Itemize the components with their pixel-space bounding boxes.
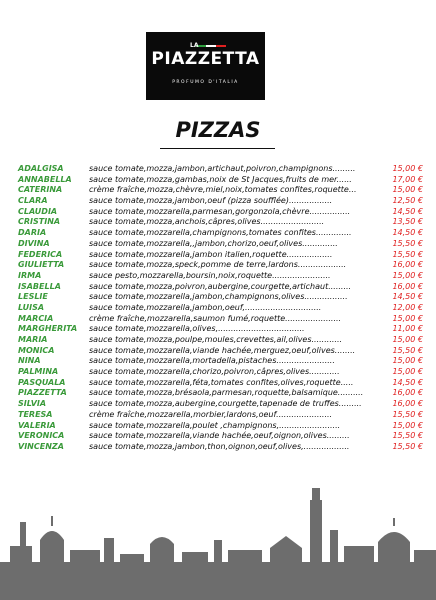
menu-row: [18, 228, 423, 239]
menu-row: [18, 399, 423, 410]
pizza-name: IRMA: [18, 270, 42, 280]
pizza-ingredients: sauce tomate,mozza,gambas,noix de St Jacques,fruits de mer......: [89, 174, 352, 184]
pizza-ingredients: sauce pesto,mozzarella,boursin,noix,roquette.......................: [89, 270, 331, 280]
pizza-price: 15,50 €: [392, 431, 423, 441]
pizza-name: DIVINA: [18, 238, 50, 248]
pizza-price: 15,00 €: [392, 164, 423, 173]
pizza-name: VERONICA: [18, 431, 65, 441]
pizza-name: ADALGISA: [18, 164, 64, 173]
pizza-price: 12,50 €: [392, 196, 423, 206]
pizza-ingredients: sauce tomate,mozzarella,mortadella,pistaches.......................: [89, 356, 335, 366]
pizza-ingredients: sauce tomate,mozza,jambon,thon,oignon,oeuf,olives,..................: [89, 441, 350, 451]
menu-row: [18, 196, 423, 207]
restaurant-logo: [146, 32, 265, 100]
pizza-name: PIAZZETTA: [18, 388, 67, 398]
logo-flag-white: [206, 45, 216, 47]
pizza-ingredients: sauce tomate,mozza,speck,pomme de terre,lardons...................: [89, 260, 347, 270]
pizza-price: 16,00 €: [392, 260, 423, 270]
pizza-name: CRISTINA: [18, 217, 61, 227]
menu-row: [18, 367, 423, 378]
logo-name: PIAZZETTA: [151, 49, 260, 69]
menu-row: [18, 164, 423, 175]
pizza-name: VALERIA: [18, 420, 56, 430]
menu-row: [18, 303, 423, 314]
pizza-name: MONICA: [18, 345, 55, 355]
menu-row: [18, 207, 423, 218]
pizza-price: 14,50 €: [392, 292, 423, 302]
menu-row: [18, 346, 423, 357]
pizza-ingredients: sauce tomate,mozzarella,jambon,champignons,olives.................: [89, 292, 348, 302]
pizza-price: 15,00 €: [392, 185, 423, 195]
pizza-name: SILVIA: [18, 399, 47, 409]
menu-row: [18, 250, 423, 261]
pizza-price: 16,00 €: [392, 399, 423, 409]
menu-row: [18, 335, 423, 346]
pizza-name: MARCIA: [18, 313, 54, 323]
menu-row: [18, 431, 423, 442]
pizza-price: 14,50 €: [392, 228, 423, 238]
menu-row: [18, 217, 423, 228]
pizza-ingredients: sauce tomate,mozzarella,champignons,tomates confites..............: [89, 228, 352, 238]
pizza-price: 15,00 €: [392, 313, 423, 323]
pizza-price: 17,00 €: [392, 174, 423, 184]
menu-row: [18, 442, 423, 453]
pizza-name: MARGHERITA: [18, 324, 78, 334]
pizza-ingredients: sauce tomate,mozzarella,jambon,oeuf,..............................: [89, 302, 322, 312]
pizza-name: CLARA: [18, 196, 48, 206]
menu-row: [18, 260, 423, 271]
pizza-price: 12,00 €: [392, 302, 423, 312]
menu-row: [18, 410, 423, 421]
pizza-ingredients: sauce tomate,mozzarella,olives,..................................: [89, 324, 305, 334]
pizza-name: ISABELLA: [18, 281, 61, 291]
pizza-price: 15,00 €: [392, 356, 423, 366]
pizza-price: 16,00 €: [392, 281, 423, 291]
menu-row: [18, 378, 423, 389]
pizza-price: 15,50 €: [392, 409, 423, 419]
pizza-price: 14,50 €: [392, 377, 423, 387]
pizza-ingredients: sauce tomate,mozza,brésaola,parmesan,roquette,balsamique..........: [89, 388, 364, 398]
pizza-ingredients: crème fraîche,mozzarella,morbier,lardons,oeuf......................: [89, 409, 333, 419]
title-underline: [160, 148, 275, 149]
menu-row: [18, 292, 423, 303]
pizza-ingredients: sauce tomate,mozzarella,chorizo,poivron,câpres,olives............: [89, 367, 340, 377]
pizza-name: PALMINA: [18, 367, 59, 377]
menu-row: [18, 324, 423, 335]
pizza-name: DARIA: [18, 228, 47, 238]
city-skyline-image: [0, 470, 436, 600]
pizza-name: VINCENZA: [18, 441, 64, 451]
logo-flag-red: [216, 45, 226, 47]
pizza-ingredients: sauce tomate,mozza,poulpe,moules,crevettes,ail,olives............: [89, 335, 343, 344]
menu-row: [18, 356, 423, 367]
pizza-price: 15,50 €: [392, 441, 423, 451]
pizza-price: 13,50 €: [392, 217, 423, 227]
menu-row: [18, 271, 423, 282]
pizza-ingredients: sauce tomate,mozzarella,viande hachée,oeuf,oignon,olives.........: [89, 431, 350, 441]
pizza-name: PASQUALA: [18, 377, 66, 387]
logo-prefix: LA: [190, 42, 199, 49]
pizza-ingredients: sauce tomate,mozzarella,jambon italien,roquette..................: [89, 249, 333, 259]
pizza-ingredients: crème fraîche,mozzarella,saumon fumé,roquette......................: [89, 313, 342, 323]
pizza-name: GIULIETTA: [18, 260, 65, 270]
pizza-price: 14,50 €: [392, 206, 423, 216]
pizza-ingredients: sauce tomate,mozza,aubergine,courgette,tapenade de truffes.........: [89, 399, 362, 409]
pizza-price: 15,50 €: [392, 345, 423, 355]
pizza-name: NINA: [18, 356, 41, 366]
menu-row: [18, 314, 423, 325]
pizza-price: 15,00 €: [392, 367, 423, 377]
pizza-price: 15,00 €: [392, 335, 423, 344]
menu-row: [18, 175, 423, 186]
pizza-price: 11,00 €: [392, 324, 423, 334]
pizza-name: ANNABELLA: [18, 174, 72, 184]
pizza-name: CATERINA: [18, 185, 63, 195]
pizza-name: CLAUDIA: [18, 206, 58, 216]
pizza-price: 16,00 €: [392, 388, 423, 398]
pizza-name: MARIA: [18, 335, 48, 344]
pizza-price: 15,50 €: [392, 238, 423, 248]
pizza-ingredients: sauce tomate,mozza,jambon,artichaut,poivron,champignons.........: [89, 164, 356, 173]
menu-row: [18, 239, 423, 250]
menu-row: [18, 185, 423, 196]
pizza-ingredients: sauce tomate,mozza,poivron,aubergine,courgette,artichaut.........: [89, 281, 352, 291]
pizza-name: LUISA: [18, 302, 45, 312]
pizza-name: LESLIE: [18, 292, 48, 302]
pizza-price: 15,00 €: [392, 420, 423, 430]
pizza-menu-list: [18, 164, 423, 453]
pizza-ingredients: crème fraîche,mozza,chèvre,miel,noix,tomates confites,roquette...: [89, 185, 357, 195]
pizza-ingredients: sauce tomate,mozzarella,féta,tomates confites,olives,roquette.....: [89, 377, 354, 387]
pizza-name: FEDERICA: [18, 249, 63, 259]
pizza-name: TERESA: [18, 409, 53, 419]
pizza-ingredients: sauce tomate,mozzarella,poulet ,champignons,........................: [89, 420, 341, 430]
menu-row: [18, 421, 423, 432]
pizza-ingredients: sauce tomate,mozzarella,,jambon,chorizo,oeuf,olives..............: [89, 238, 338, 248]
logo-tagline: PROFUMO D'ITALIA: [172, 80, 239, 85]
pizza-ingredients: sauce tomate,mozzarella,viande hachée,merguez,oeuf,olives........: [89, 345, 356, 355]
pizza-ingredients: sauce tomate,mozza,jambon,oeuf (pizza soufflée).................: [89, 196, 333, 206]
menu-row: [18, 388, 423, 399]
pizza-ingredients: sauce tomate,mozza,anchois,câpres,olives.........................: [89, 217, 325, 227]
pizza-price: 15,00 €: [392, 270, 423, 280]
page-title: PIZZAS: [175, 118, 261, 142]
menu-row: [18, 282, 423, 293]
pizza-ingredients: sauce tomate,mozzarella,parmesan,gorgonzola,chèvre................: [89, 206, 351, 216]
pizza-price: 15,50 €: [392, 249, 423, 259]
